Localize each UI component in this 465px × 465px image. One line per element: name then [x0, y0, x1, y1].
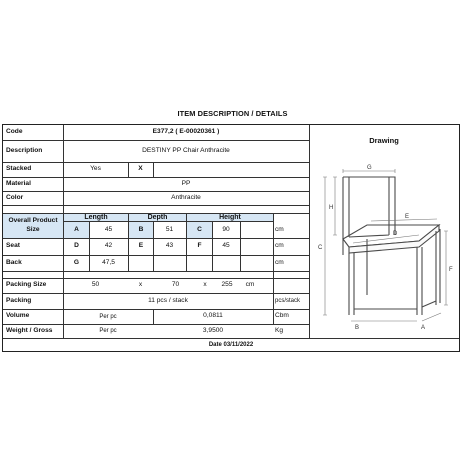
dim-c-value: 90 — [222, 225, 230, 233]
packing-size-width: 70 — [171, 281, 180, 289]
dim-b-letter: B — [129, 222, 153, 238]
drawing-letter-f: F — [449, 267, 453, 273]
packing-size-length: 50 — [91, 281, 100, 289]
item-details-sheet — [2, 124, 460, 352]
dim-e-value: 43 — [165, 242, 174, 250]
stacked-label: Stacked — [6, 165, 32, 173]
document-date: Date 03/11/2022 — [208, 341, 254, 348]
drawing-letter-b: B — [355, 325, 360, 331]
description-label: Description — [6, 146, 43, 154]
weight-per: Per pc — [99, 328, 117, 334]
seat-unit: cm — [275, 242, 284, 250]
dim-c-letter: C — [187, 222, 212, 238]
packing-label: Packing — [6, 296, 32, 304]
packing-size-x2: x — [203, 281, 207, 289]
material-label: Material — [6, 179, 31, 187]
back-unit: cm — [275, 258, 284, 266]
dim-a-value: 45 — [104, 225, 113, 233]
chair-dimension-drawing — [309, 155, 459, 335]
drawing-label: Drawing — [369, 136, 399, 146]
code-label: Code — [6, 128, 23, 136]
overall-size-label: Overall Product Size — [3, 214, 63, 238]
drawing-letter-h: H — [329, 205, 334, 211]
dim-g-value: 47,5 — [102, 258, 115, 266]
drawing-letter-c: C — [318, 245, 323, 251]
weight-unit: Kg — [275, 326, 284, 334]
volume-unit: Cbm — [275, 312, 289, 320]
material-value: PP — [181, 179, 191, 187]
stacked-yes: Yes — [90, 165, 101, 173]
packing-size-label: Packing Size — [6, 281, 47, 289]
back-label: Back — [6, 258, 22, 266]
dim-d-value: 42 — [104, 242, 113, 250]
packing-value: 11 pcs / stack — [148, 296, 188, 304]
seat-label: Seat — [6, 242, 20, 250]
weight-label: Weight / Gross — [6, 326, 53, 334]
color-label: Color — [6, 193, 24, 201]
dim-g-letter: G — [73, 258, 80, 266]
dim-b-value: 51 — [165, 225, 174, 233]
packing-size-x1: x — [138, 281, 143, 289]
drawing-letter-d: D — [393, 231, 398, 237]
dim-f-letter: F — [197, 242, 202, 250]
volume-label: Volume — [6, 312, 30, 320]
drawing-letter-e: E — [405, 214, 410, 220]
length-header: Length — [64, 214, 128, 221]
packing-size-unit: cm — [245, 281, 255, 289]
volume-value: 0,0811 — [203, 312, 223, 320]
stacked-mark: X — [138, 165, 143, 173]
weight-value: 3,9500 — [202, 326, 224, 334]
packing-size-height: 255 — [221, 281, 233, 289]
dim-f-value: 45 — [222, 242, 230, 250]
volume-per: Per pc — [99, 313, 117, 320]
packing-unit: pcs/stack — [275, 298, 301, 304]
overall-unit: cm — [275, 225, 284, 233]
document-title: ITEM DESCRIPTION / DETAILS — [177, 109, 288, 118]
depth-header: Depth — [129, 214, 186, 221]
drawing-letter-g: G — [367, 165, 372, 171]
description-value: DESTINY PP Chair Anthracite — [142, 146, 230, 154]
drawing-letter-a: A — [421, 325, 426, 331]
code-value: E377,2 ( E-00020361 ) — [152, 128, 220, 136]
color-value: Anthracite — [171, 193, 201, 201]
dim-d-letter: D — [74, 242, 79, 250]
dim-e-letter: E — [138, 242, 144, 250]
height-header: Height — [187, 214, 273, 221]
dim-a-letter: A — [64, 222, 89, 238]
